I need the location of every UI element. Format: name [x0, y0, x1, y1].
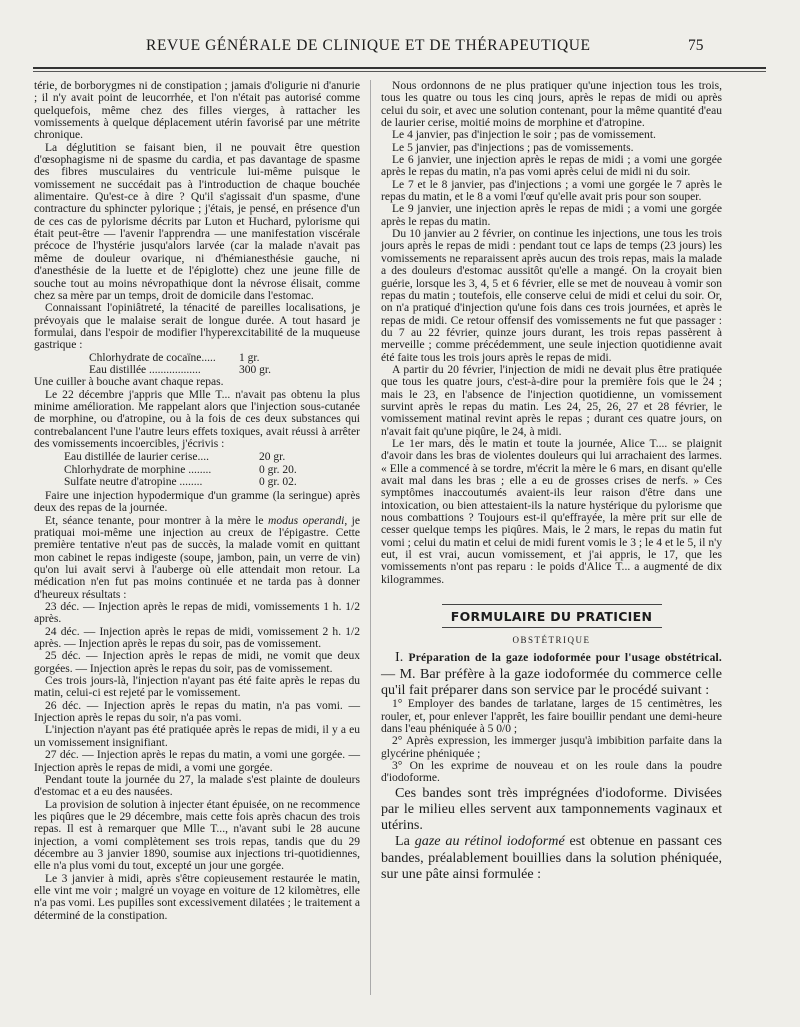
- paragraph: [381, 833, 722, 882]
- diary-entry: Le 6 janvier, une injection après le repas de midi ; a vomi une gorgée après le repas du matin, n'a pas vomi après celui de midi ni du soir.: [381, 154, 722, 179]
- item-text: — M. Bar préfère à la gaze iodoformée du commerce celle qu'il fait préparer dans son service par le procédé suivant :: [381, 665, 722, 699]
- column-divider: [370, 80, 371, 995]
- text-run: Et, séance tenante, pour montrer à la mère le: [45, 514, 268, 527]
- section-title: FORMULAIRE DU PRATICIEN: [450, 609, 653, 625]
- paragraph: térie, de borborygmes ni de constipation ; jamais d'oligurie ni d'anurie ; il n'y avait point de leucorrhée, et l'on n'était pas autorisé comme quelquefois, même chez des filles vierges, à rattacher les vomissements à quelque déplacement utérin favorisé par une métrite chronique.: [34, 80, 360, 142]
- paragraph: La provision de solution à injecter étant épuisée, on ne recommence les piqûres que le 29 décembre, mais cette fois après chacun des trois repas. Il est à remarquer que Mlle T..., n'avant subi le 28 aucune injection, a vomi complètement ses trois repas, tandis que du 29 décembre au 3 janvier 1890, soumise aux injections tri-quotidiennes, elle n'a plus vomi du tout, excepté un jour une gorgée.: [34, 798, 360, 873]
- text-run: est obtenue en passant ces bandes, préalablement bouillies dans la solution phéniquée, sur une pâte ainsi formulée :: [381, 833, 722, 882]
- ingredient: Chlorhydrate de cocaïne.....: [89, 351, 216, 364]
- paragraph: Faire une injection hypodermique d'un gramme (la seringue) après deux des repas de la journée.: [34, 489, 360, 515]
- paragraph: Ces bandes sont très imprégnées d'iodoforme. Divisées par le milieu elles servent aux tamponnements vaginaux et utérins.: [381, 784, 722, 834]
- spacer: [381, 586, 722, 604]
- page-number: 75: [688, 37, 704, 54]
- paragraph: Le 22 décembre j'appris que Mlle T... n'avait pas obtenu la plus minime amélioration. Me rappelant alors que l'injection sous-cutanée de morphine, ou d'atropine, ou à la fois de ces deux substances qui contrebalancent l'une l'autre leurs effets toxiques, avait réussi à arrêter des vomissements incoercibles, j'écrivis :: [34, 388, 360, 451]
- paragraph: A partir du 20 février, l'injection de midi ne devait plus être pratiquée que tous les quatre jours, c'est-à-dire pour la première fois que le 24 ; mais le 23, en l'absence de l'injection quotidienne, un vomissement survint après le repas du matin. Les 24, 25, 26, 27 et 28 février, le vomissement matinal revint après le repas ; durant ces quatre jours, on n'avait fait qu'une piqûre, le 24, à midi.: [381, 363, 722, 438]
- section-rule: [442, 604, 662, 605]
- formulary-text: [381, 785, 722, 882]
- prescription-line: [89, 364, 360, 376]
- italic-term: modus operandi: [267, 514, 345, 527]
- item-number: I.: [395, 648, 404, 665]
- dose: 0 gr. 02.: [259, 476, 297, 489]
- formulary-item: [381, 649, 722, 699]
- ingredient: Chlorhydrate de morphine ........: [64, 463, 212, 476]
- paragraph: Le 3 janvier à midi, après s'être copieusement restaurée le matin, elle vint me voir ; malgré un voyage en voiture de 12 kilomètres, elle n'a pas vomi. Les pupilles sont excessivement dilatées ; le traitement a déterminé de la constipation.: [34, 872, 360, 922]
- item-heading: Préparation de la gaze iodoformée pour l'usage obstétrical.: [408, 651, 722, 664]
- subsection-title: OBSTÉTRIQUE: [512, 635, 591, 646]
- procedure-step: 2° Après expression, les immerger jusqu'à imbibition parfaite dans la glycérine phéniquée ;: [381, 735, 722, 760]
- prescription-line: [64, 476, 360, 489]
- diary-entry: 25 déc. — Injection après le repas de midi, ne vomit que deux gorgées. — Injection après le repas du soir, pas de vomissement.: [34, 650, 360, 675]
- diary-entry: 23 déc. — Injection après le repas de midi, vomissements 1 h. 1/2 après.: [34, 601, 360, 626]
- ingredient: Eau distillée de laurier cerise....: [64, 451, 209, 464]
- diary-entry: Le 7 et le 8 janvier, pas d'injections ; a vomi une gorgée le 7 après le repas du matin, et le 8 a vomi l'œuf qu'elle avait pris pour son souper.: [381, 178, 722, 204]
- prescription-line: [64, 451, 360, 464]
- left-column: [34, 80, 360, 922]
- paragraph: Le 1er mars, dès le matin et toute la journée, Alice T.... se plaignit d'avoir dans les bras de violentes douleurs qui lui arrachaient des larmes. « Elle a commencé à se tordre, m'écrit la mère le 6 mars, en disant qu'elle avait mal dans les bras ; elle a eu de grosses crises de nerfs. » Ces symptômes inaccoutumés avaient-ils leur raison d'être dans une intoxication, ou bien attestaient-ils la nature hystérique du pylorisme que nous combattions ? Toujours est-il qu'effrayée, la mère prit sur elle de cesser quelque temps les piqûres. Mais, le 2 mars, le repas du matin fut vomi ; celui du matin et celui de midi furent vomis le 3 ; le 4 et le 5, il n'y eut, il est vrai, aucun vomissement, et j'ai appris, le 17, que les vomissements n'ont pas reparu : le poids d'Alice T... a augmenté de dix kilogrammes.: [381, 437, 722, 586]
- dose: 300 gr.: [239, 363, 271, 376]
- diary-entry: Le 4 janvier, pas d'injection le soir ; pas de vomissement.: [392, 129, 656, 142]
- prescription-cocaine: [89, 352, 360, 377]
- paragraph: Une cuiller à bouche avant chaque repas.: [34, 376, 224, 389]
- ingredient: Eau distillée ..................: [89, 363, 201, 376]
- paragraph: [34, 515, 360, 601]
- item-intro: [381, 649, 722, 699]
- dose: 20 gr.: [259, 451, 286, 464]
- text-run: , je pratiquai moi-même une injection au creux de l'épigastre. Cette première tentative n'eut pas de succès, la malade vomit en quittant mon cabinet le repas indigeste (soupe, jambon, pain, un verre de vin) qu'on lui avait servi à l'auberge où elle attendait mon retour. La médication n'en fut pas moins continuée et ne tarda pas à donner d'heureux résultats :: [34, 514, 361, 601]
- header-rule-thin: [33, 71, 766, 72]
- diary-entry: 26 déc. — Injection après le repas du matin, n'a pas vomi. — Injection après le repas du soir, n'a pas vomi.: [34, 699, 360, 725]
- text-run: La: [395, 833, 415, 850]
- prescription-morphine: [64, 451, 360, 489]
- procedure-step: 3° On les exprime de nouveau et on les roule dans la poudre d'iodoforme.: [381, 760, 722, 785]
- procedure-steps: [381, 698, 722, 784]
- section-rule: [442, 627, 662, 628]
- procedure-step: 1° Employer des bandes de tarlatane, larges de 15 centimètres, les rouler, et, pour enlever l'apprêt, les faire bouillir pendant une demi-heure dans l'eau phéniquée à 5 0/0 ;: [381, 698, 722, 736]
- paragraph: Pendant toute la journée du 27, la malade s'est plainte de douleurs d'estomac et a eu des nausées.: [34, 773, 360, 799]
- header-rule: [33, 67, 766, 69]
- paragraph: Connaissant l'opiniâtreté, la ténacité de pareilles localisations, je prévoyais que le malaise serait de longue durée. A tout hasard je formulai, dans l'espoir de modifier l'hyperexcitabilité de la muqueuse gastrique :: [34, 302, 360, 352]
- dose: 1 gr.: [239, 351, 260, 364]
- diary-entry: 27 déc. — Injection après le repas du matin, a vomi une gorgée. — Injection après le repas de midi, a vomi une gorgée.: [34, 749, 360, 774]
- diary-entry: Le 9 janvier, une injection après le repas de midi ; a vomi une gorgée après le repas du matin.: [381, 203, 722, 228]
- dose: 0 gr. 20.: [259, 463, 297, 476]
- right-column: [381, 80, 722, 882]
- italic-term: gaze au rétinol iodoformé: [414, 833, 565, 850]
- diary-entry: 24 déc. — Injection après le repas de midi, vomissement 2 h. 1/2 après. — Injection après le repas du soir, pas de vomissement.: [34, 625, 360, 651]
- prescription-line: [64, 464, 360, 477]
- diary-entry: Le 5 janvier, pas d'injections ; pas de vomissements.: [392, 141, 634, 154]
- running-head: REVUE GÉNÉRALE DE CLINIQUE ET DE THÉRAPEUTIQUE: [146, 37, 591, 54]
- paragraph: L'injection n'ayant pas été pratiquée après le repas de midi, il y a eu un vomissement insignifiant.: [34, 724, 360, 749]
- ingredient: Sulfate neutre d'atropine ........: [64, 476, 203, 489]
- paragraph: Ces trois jours-là, l'injection n'ayant pas été faite après le repas du matin, celui-ci est rejeté par le vomissement.: [34, 675, 360, 700]
- paragraph: La déglutition se faisant bien, il ne pouvait être question d'œsophagisme ni de spasme du cardia, et pas davantage de spasme des fibres musculaires du ventricule lui-même puisque le vomissement ne succédait pas à l'introduction de chaque bouchée alimentaire. Qu'est-ce à dire ? Qu'il s'agissait d'un spasme, d'une contracture du sphincter pylorique ; j'étais, je pensé, en présence d'un de ces cas de pylorisme décrits par Luton et Huchard, pylorisme qui était peut-être — l'avenir l'apprendra — une manifestation viscérale précoce de l'hystérie jusqu'alors larvée (car la malade n'avait pas même de douleur ovarique, ni d'hémianesthésie gauche, ni d'anesthésie de la luette et de l'épiglotte) chez une jeune fille de souche tout au moins névropathique dont la névrose élisait, comme chez sa mère par un temps, droit de domicile dans l'estomac.: [34, 141, 360, 302]
- paragraph: Nous ordonnons de ne plus pratiquer qu'une injection tous les trois, tous les quatre ou tous les cinq jours, après le repas de midi ou après celui du soir, et avec une solution contenant, pour la même quantité d'eau de laurier cerise, moitié moins de morphine et d'atropine.: [381, 80, 722, 130]
- paragraph: Du 10 janvier au 2 février, on continue les injections, une tous les trois jours après le repas de midi : pendant tout ce laps de temps (23 jours) les vomissements ne reparaissent après aucun des trois repas, mais la malade a des douleurs d'estomac aussitôt qu'elle a mangé. On la croyait bien guérie, lorsque les 3, 4, 5 et 6 février, elle se met de nouveau à vomir son repas du matin ; toutefois, elle conserve celui de midi et celui du soir. Or, on n'a pratiqué d'injection qu'une fois dans ces trois journées, et après le repas de midi. Ce retour offensif des vomissements ne fut que passager : du 7 au 22 février, quinze jours durant, les trois repas passèrent à merveille ; comme précédemment, une seule injection quotidienne avait été faite tous les trois jours après le repas de midi.: [381, 228, 722, 364]
- prescription-line: [89, 352, 360, 364]
